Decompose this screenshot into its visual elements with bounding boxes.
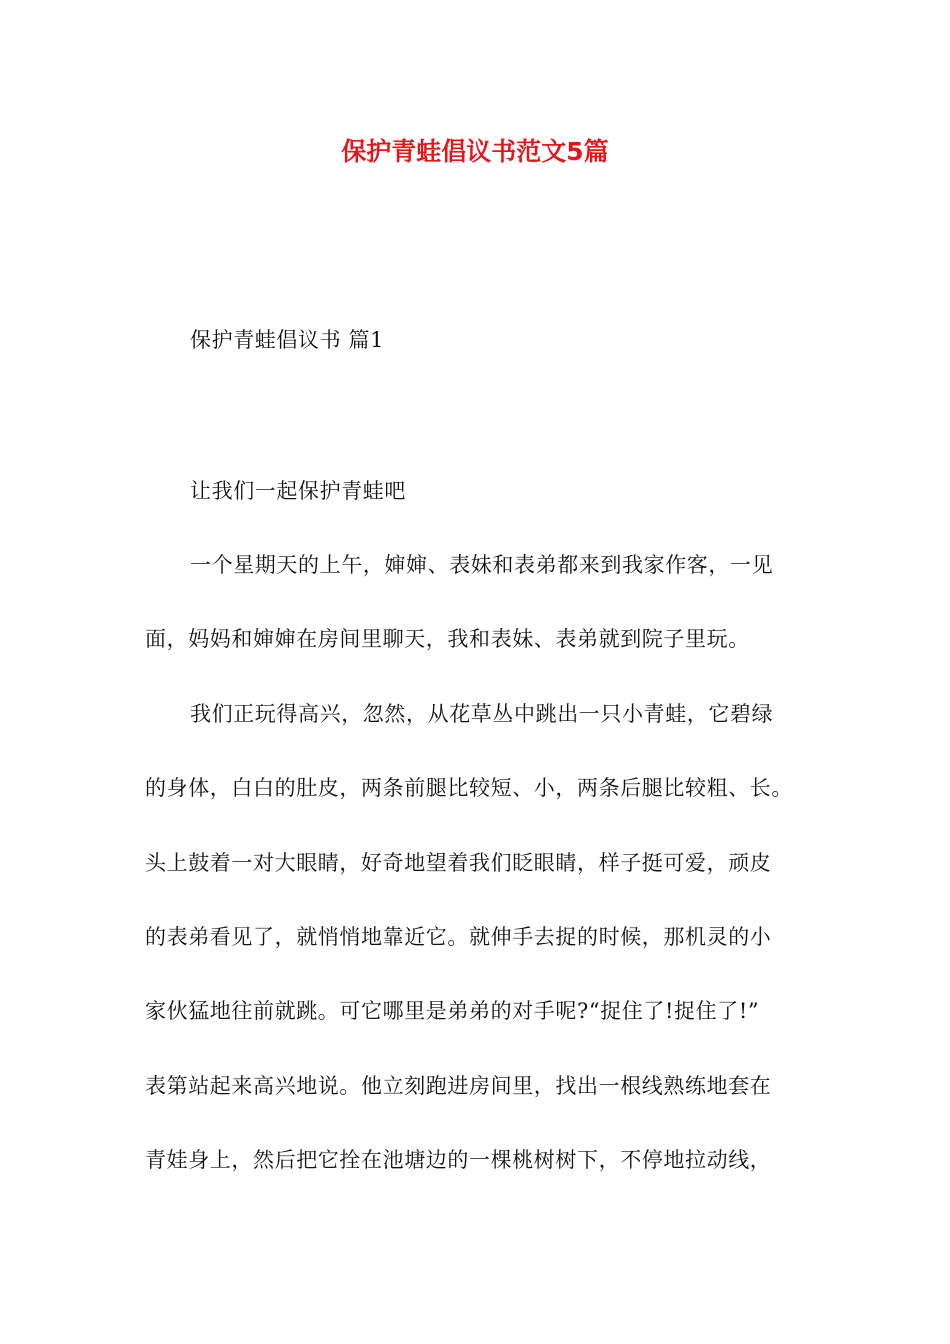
paragraph-2-line-4: 的表弟看见了，就悄悄地靠近它。就伸手去捉的时候，那机灵的小 (145, 925, 772, 949)
article-subtitle: 让我们一起保护青蛙吧 (190, 479, 406, 503)
paragraph-2-line-5: 家伙猛地往前就跳。可它哪里是弟弟的对手呢?“捉住了!捉住了!” (145, 999, 760, 1023)
paragraph-1-line-1: 一个星期天的上午，婶婶、表妹和表弟都来到我家作客，一见 (190, 553, 774, 577)
paragraph-2-line-2: 的身体，白白的肚皮，两条前腿比较短、小，两条后腿比较粗、长。 (145, 776, 793, 800)
paragraph-2-line-6: 表第站起来高兴地说。他立刻跑进房间里，找出一根线熟练地套在 (145, 1074, 772, 1098)
paragraph-2-line-1: 我们正玩得高兴，忽然，从花草丛中跳出一只小青蛙，它碧绿 (190, 702, 774, 726)
paragraph-2-line-7: 青娃身上，然后把它拴在池塘边的一棵桃树树下，不停地拉动线， (145, 1148, 772, 1172)
document-title: 保护青蛙倡议书范文5篇 (341, 137, 609, 166)
section-heading: 保护青蛙倡议书 篇1 (190, 328, 385, 352)
paragraph-2-line-3: 头上鼓着一对大眼睛，好奇地望着我们眨眼睛，样子挺可爱，顽皮 (145, 851, 772, 875)
paragraph-1-line-2: 面，妈妈和婶婶在房间里聊天，我和表妹、表弟就到院子里玩。 (145, 627, 750, 651)
